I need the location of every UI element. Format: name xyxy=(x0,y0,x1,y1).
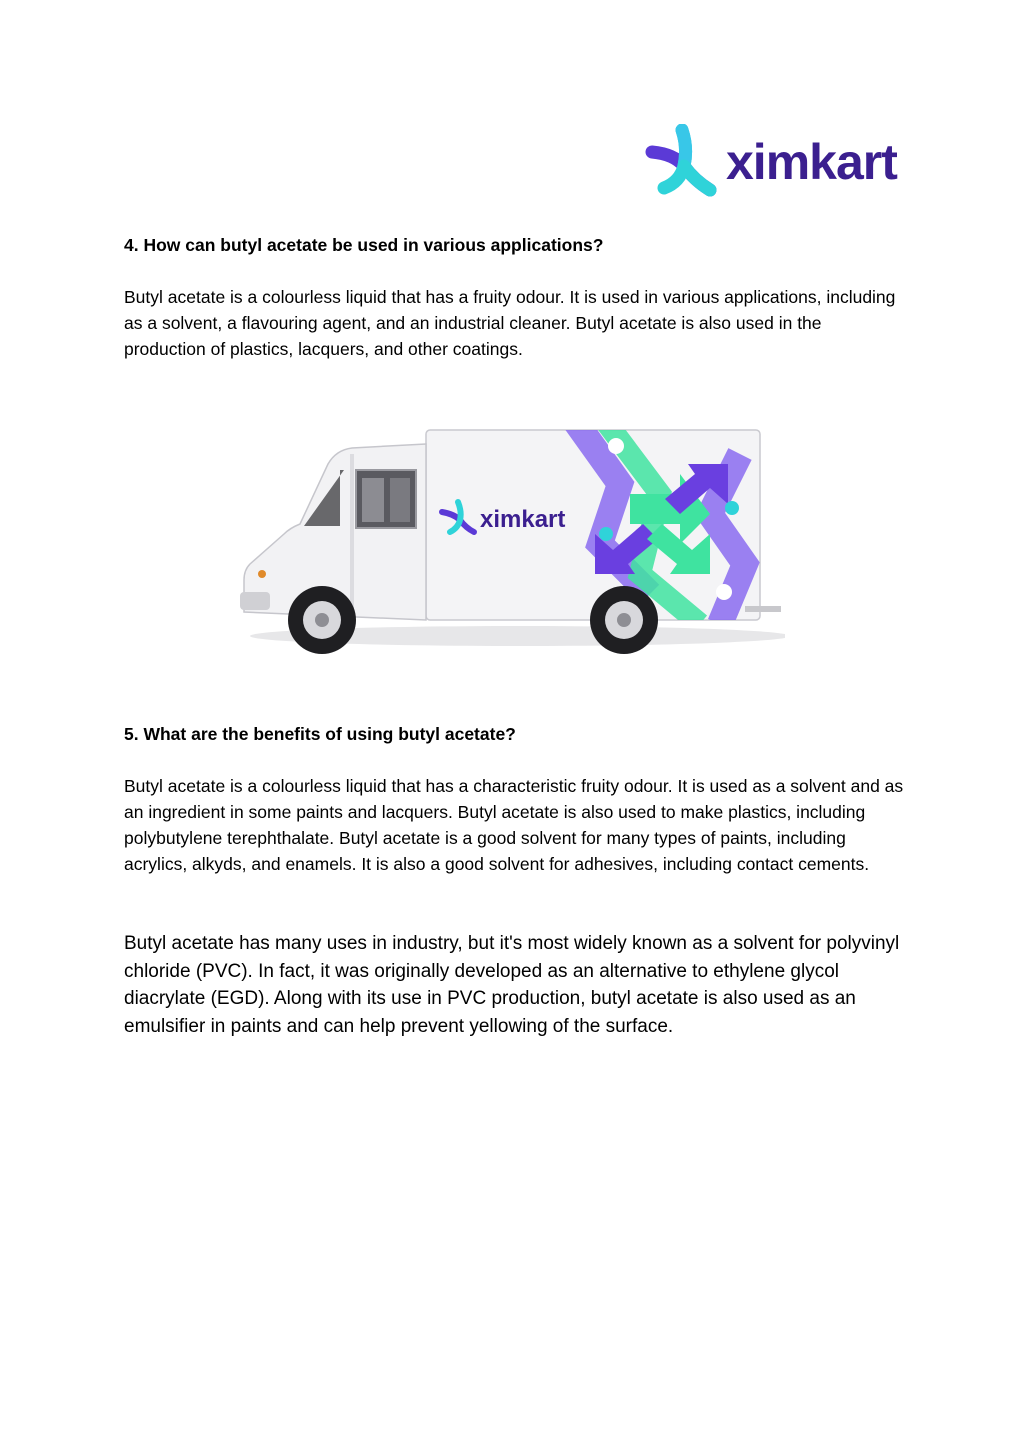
truck-brand-text: ximkart xyxy=(480,506,566,533)
delivery-truck-image xyxy=(240,424,785,664)
section-heading: 4. How can butyl acetate be used in various applications? xyxy=(124,235,604,255)
brand-logo xyxy=(644,124,900,204)
ximkart-x-icon xyxy=(644,124,724,204)
section-heading: 5. What are the benefits of using butyl acetate? xyxy=(124,724,516,744)
section-paragraph: Butyl acetate is a colourless liquid that has a fruity odour. It is used in various applications, including as a solvent, a flavouring agent, and an industrial cleaner. Butyl acetate is also used in the production of plastics, lacquers, and other coatings. xyxy=(124,287,896,359)
section-paragraph: Butyl acetate is a colourless liquid that has a characteristic fruity odour. It is used as a solvent and as an ingredient in some paints and lacquers. Butyl acetate is also used to make plastics, including polybutylene terephthalate. Butyl acetate is a good solvent for many types of paints, including acrylics, alkyds, and enamels. It is also a good solvent for adhesives, including contact cements. xyxy=(124,776,904,874)
brand-name: ximkart xyxy=(726,134,897,190)
section-paragraph: Butyl acetate has many uses in industry, but it's most widely known as a solvent for polyvinyl chloride (PVC). In fact, it was originally developed as an alternative to ethylene glycol diacrylate (EGD). Along with its use in PVC production, butyl acetate is also used as an emulsifier in paints and can help prevent yellowing of the surface. xyxy=(124,933,900,1037)
delivery-truck-icon xyxy=(240,424,785,664)
